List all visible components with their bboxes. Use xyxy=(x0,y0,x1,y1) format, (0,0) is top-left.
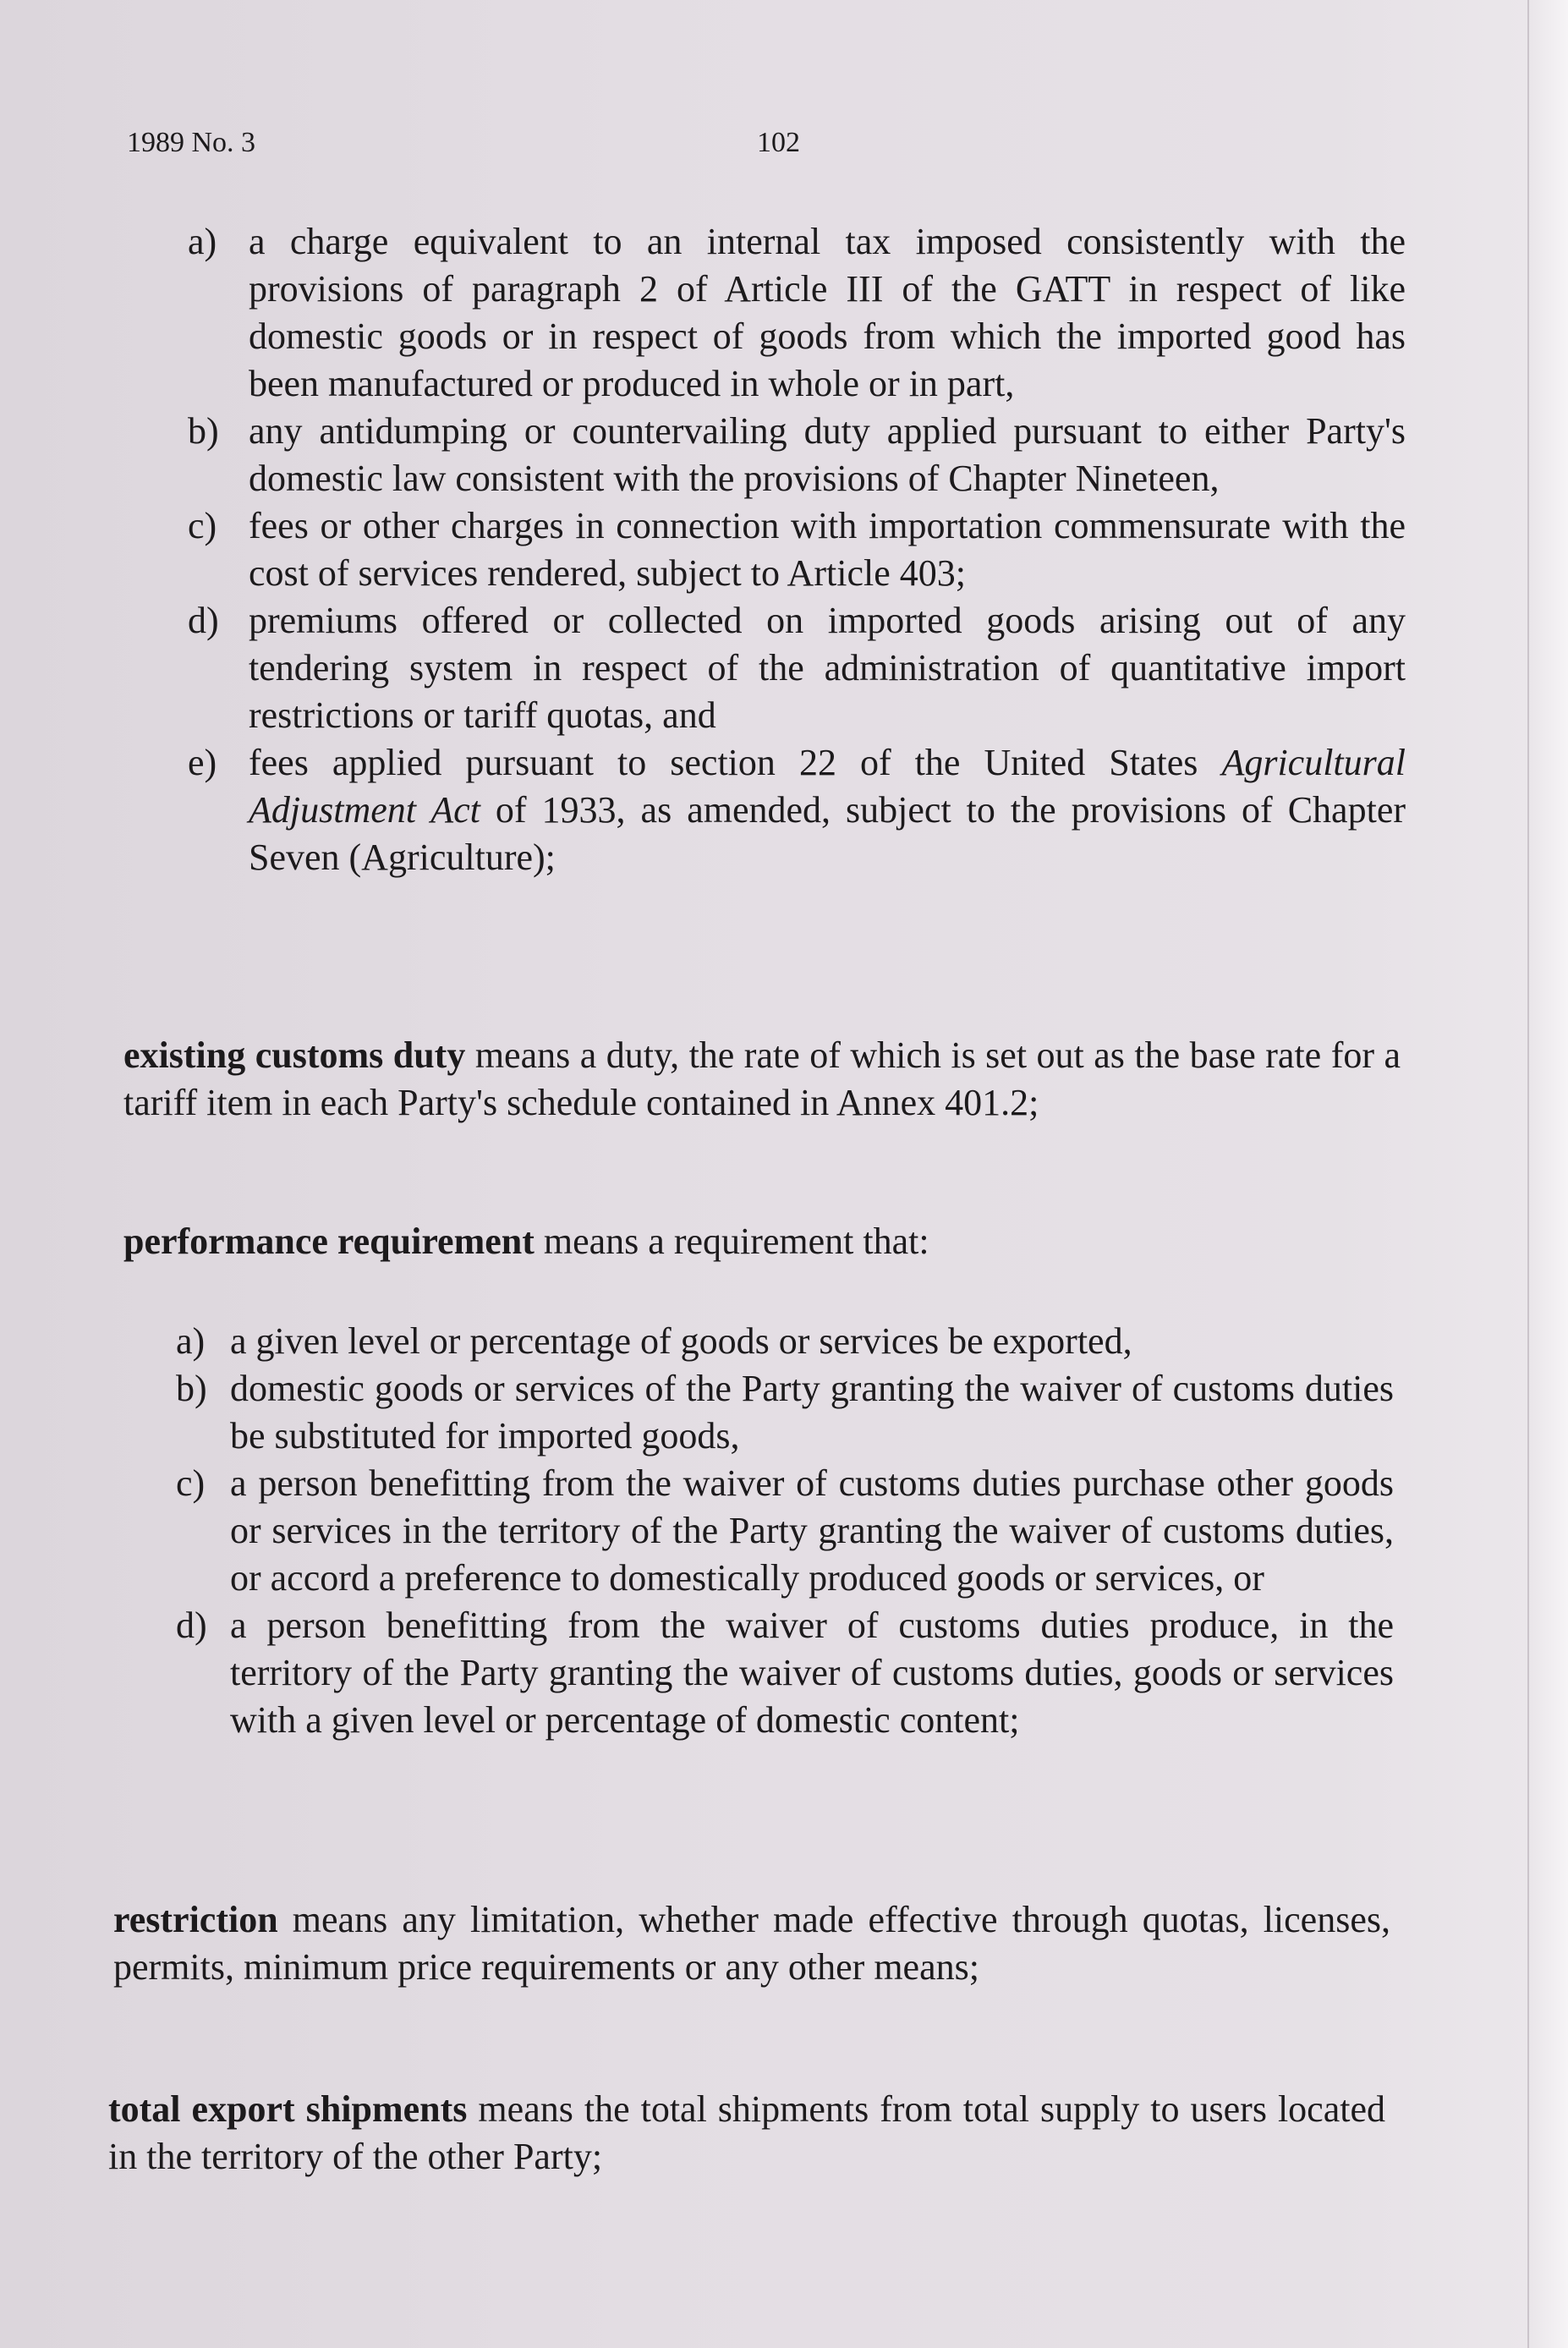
list-marker: c) xyxy=(176,1462,206,1504)
list-text: any antidumping or countervailing duty applied pursuant to either Party's domestic law consistent with the provisions of Chapter Nineteen, xyxy=(249,410,1406,499)
list-text: a person benefitting from the waiver of customs duties purchase other goods or services in the territory of the Party granting the waiver of customs duties, or accord a preference to domestically produced goods or services, or xyxy=(230,1462,1394,1599)
list-text: a charge equivalent to an internal tax imposed consistently with the provisions of paragraph 2 of Article III of the GATT in respect of like domestic goods or in respect of goods from which the imported good has been manufactured or produced in whole or in part, xyxy=(249,221,1406,404)
list-marker: e) xyxy=(188,742,217,783)
definition-text: means any limitation, whether made effective through quotas, licenses, permits, minimum price requirements or any other means; xyxy=(113,1899,1390,1988)
list-marker: b) xyxy=(188,410,219,452)
list-marker: b) xyxy=(176,1368,207,1409)
list-item xyxy=(188,739,1406,881)
list-marker: c) xyxy=(188,505,217,546)
list-item xyxy=(176,1460,1394,1602)
definition-restriction xyxy=(113,1896,1390,1991)
definition-text: means a requirement that: xyxy=(534,1221,929,1262)
act-title: Agricultural Adjustment Act xyxy=(249,742,1406,831)
definition-term: restriction xyxy=(113,1899,278,1940)
definition-term: total export shipments xyxy=(108,2088,468,2130)
list-text xyxy=(249,739,1406,881)
list-item xyxy=(188,218,1406,408)
definition-total-export-shipments xyxy=(108,2086,1385,2181)
list-item xyxy=(188,502,1406,597)
list-text: a given level or percentage of goods or services be exported, xyxy=(230,1320,1132,1362)
definition-term: existing customs duty xyxy=(123,1034,466,1076)
list-marker: d) xyxy=(188,600,219,641)
definition-text: means the total shipments from total supply to users located in the territory of the other Party; xyxy=(108,2088,1385,2177)
definition-existing-customs-duty xyxy=(123,1032,1401,1127)
list-text-after: of 1933, as amended, subject to the provisions of Chapter Seven (Agriculture); xyxy=(249,789,1406,878)
list-text: fees or other charges in connection with importation commensurate with the cost of services rendered, subject to Article 403; xyxy=(249,505,1406,594)
page-number: 102 xyxy=(757,127,800,158)
list-item xyxy=(176,1602,1394,1744)
list-marker: d) xyxy=(176,1605,207,1646)
list-charges xyxy=(188,218,1406,881)
list-requirements xyxy=(176,1318,1394,1744)
list-text: premiums offered or collected on imported goods arising out of any tendering system in respect of the administration of quantitative import restrictions or tariff quotas, and xyxy=(249,600,1406,736)
definition-text: means a duty, the rate of which is set out as the base rate for a tariff item in each Party's schedule contained in Annex 401.2; xyxy=(123,1034,1401,1123)
list-item xyxy=(188,597,1406,739)
list-item xyxy=(188,408,1406,502)
definition-term: performance requirement xyxy=(123,1221,535,1262)
list-marker: a) xyxy=(176,1320,206,1362)
page-gutter xyxy=(1527,0,1568,2348)
definition-performance-requirement xyxy=(123,1218,1401,1265)
list-item xyxy=(176,1365,1394,1460)
list-text: a person benefitting from the waiver of customs duties produce, in the territory of the Party granting the waiver of customs duties, goods or services with a given level or percentage of domestic content; xyxy=(230,1605,1394,1741)
publication-label: 1989 No. 3 xyxy=(127,127,256,158)
list-marker: a) xyxy=(188,221,217,262)
list-item xyxy=(176,1318,1394,1365)
list-text-before: fees applied pursuant to section 22 of the United States xyxy=(249,742,1222,783)
list-text: domestic goods or services of the Party granting the waiver of customs duties be substituted for imported goods, xyxy=(230,1368,1394,1457)
